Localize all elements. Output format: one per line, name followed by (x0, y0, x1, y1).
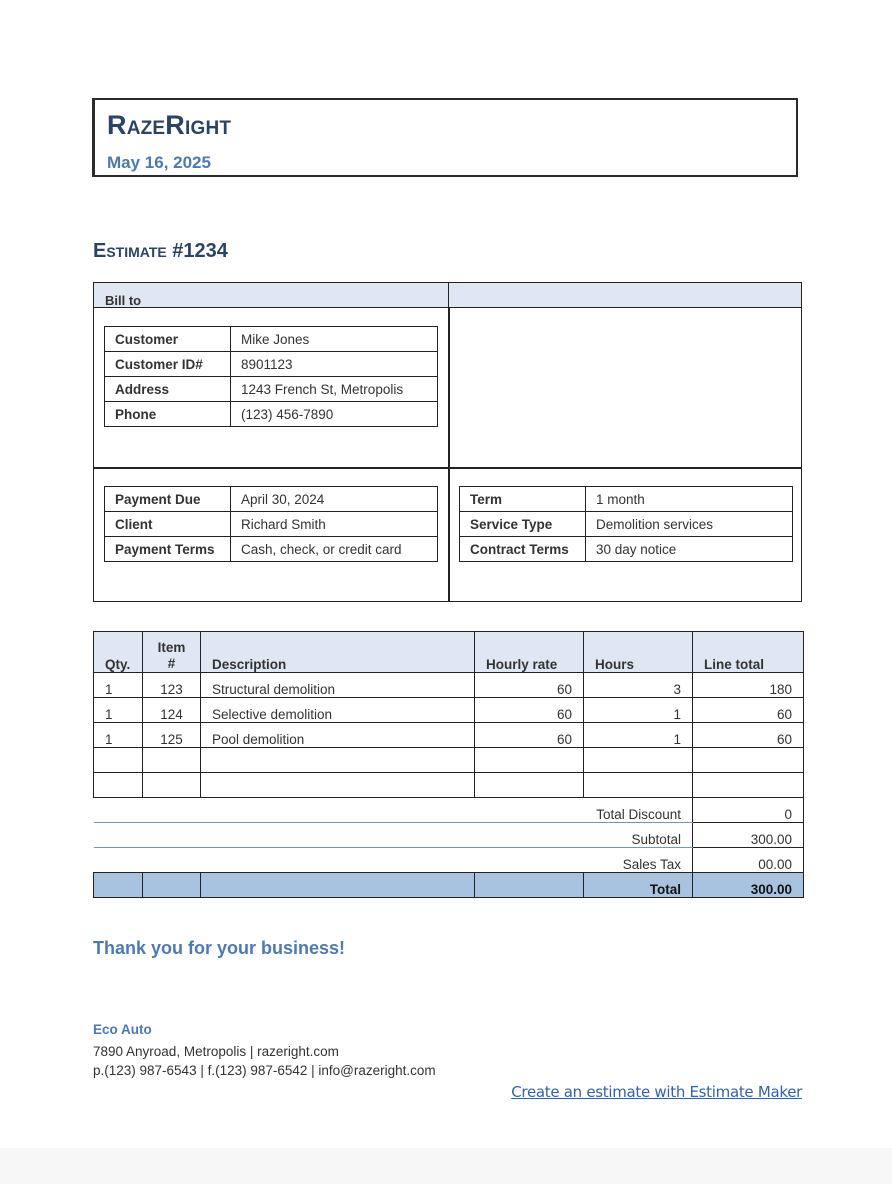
empty-row (94, 773, 804, 798)
description-cell: Selective demolition (201, 698, 475, 723)
header-box (92, 98, 798, 177)
description-cell: Structural demolition (201, 673, 475, 698)
company-name: Eco Auto (93, 1022, 152, 1037)
item-cell: 123 (143, 673, 201, 698)
item-header-line1: Item (157, 640, 186, 655)
bill-to-header-right (449, 283, 801, 308)
customer-id-value: 8901123 (231, 352, 438, 377)
bill-to-label: Bill to (105, 293, 142, 308)
hours-cell: 3 (584, 673, 693, 698)
table-row (460, 512, 793, 537)
term-key: Term (460, 487, 586, 512)
billing-horizontal-divider (94, 467, 801, 469)
item-cell: 125 (143, 723, 201, 748)
service-type-value: Demolition services (586, 512, 793, 537)
discount-value: 0 (693, 798, 804, 823)
table-row (94, 698, 804, 723)
contract-terms-key: Contract Terms (460, 537, 586, 562)
phone-key: Phone (105, 402, 231, 427)
company-address: 7890 Anyroad, Metropolis | razeright.com (93, 1044, 339, 1059)
contract-table (459, 486, 793, 562)
billing-section (93, 282, 802, 602)
subtotal-value: 300.00 (693, 823, 804, 848)
qty-header: Qty. (94, 632, 143, 673)
payment-terms-value: Cash, check, or credit card (231, 537, 438, 562)
table-row (460, 537, 793, 562)
rate-cell: 60 (475, 673, 584, 698)
address-key: Address (105, 377, 231, 402)
total-value: 300.00 (693, 873, 804, 898)
table-row (94, 723, 804, 748)
payment-due-value: April 30, 2024 (231, 487, 438, 512)
sales-tax-label: Sales Tax (622, 857, 681, 872)
line-total-cell: 60 (693, 698, 804, 723)
sales-tax-value: 00.00 (693, 848, 804, 873)
table-row (460, 487, 793, 512)
payment-terms-key: Payment Terms (105, 537, 231, 562)
table-row (105, 487, 438, 512)
line-total-cell: 60 (693, 723, 804, 748)
company-contact: p.(123) 987-6543 | f.(123) 987-6542 | info@razeright.com (93, 1063, 436, 1078)
table-row (105, 537, 438, 562)
subtotal-label: Subtotal (94, 823, 693, 848)
hours-cell: 1 (584, 698, 693, 723)
hours-cell: 1 (584, 723, 693, 748)
line-total-header: Line total (693, 632, 804, 673)
customer-id-key: Customer ID# (105, 352, 231, 377)
contract-terms-value: 30 day notice (586, 537, 793, 562)
customer-value: Mike Jones (231, 327, 438, 352)
total-row (94, 873, 804, 898)
hours-header: Hours (584, 632, 693, 673)
line-items-table (93, 631, 804, 898)
item-header-line2: # (167, 656, 176, 671)
sales-tax-row (94, 848, 804, 873)
client-value: Richard Smith (231, 512, 438, 537)
service-type-key: Service Type (460, 512, 586, 537)
hourly-rate-header: Hourly rate (475, 632, 584, 673)
customer-table (104, 326, 438, 427)
payment-due-key: Payment Due (105, 487, 231, 512)
payment-table (104, 486, 438, 562)
empty-row (94, 748, 804, 773)
subtotal-row (94, 823, 804, 848)
rate-cell: 60 (475, 698, 584, 723)
table-row (105, 352, 438, 377)
qty-cell: 1 (94, 673, 143, 698)
qty-cell: 1 (94, 723, 143, 748)
description-header: Description (201, 632, 475, 673)
line-total-cell: 180 (693, 673, 804, 698)
total-label: Total (584, 873, 693, 898)
table-row (105, 512, 438, 537)
customer-key: Customer (105, 327, 231, 352)
item-number-header (143, 632, 201, 673)
discount-row (94, 798, 804, 823)
estimate-maker-link[interactable]: Create an estimate with Estimate Maker (511, 1083, 802, 1101)
phone-value: (123) 456-7890 (231, 402, 438, 427)
qty-cell: 1 (94, 698, 143, 723)
rate-cell: 60 (475, 723, 584, 748)
term-value: 1 month (586, 487, 793, 512)
brand-logo: RazeRight (107, 110, 232, 140)
client-key: Client (105, 512, 231, 537)
table-row (105, 377, 438, 402)
discount-label: Total Discount (94, 798, 693, 823)
table-header-row (94, 632, 804, 673)
table-row (94, 673, 804, 698)
estimate-date: May 16, 2025 (107, 153, 211, 172)
address-value: 1243 French St, Metropolis (231, 377, 438, 402)
table-row (105, 402, 438, 427)
estimate-title: Estimate #1234 (93, 240, 228, 262)
table-row (105, 327, 438, 352)
bill-to-header (94, 283, 449, 308)
page-bottom-shade (0, 1148, 892, 1184)
item-cell: 124 (143, 698, 201, 723)
thank-you-message: Thank you for your business! (93, 938, 346, 958)
billing-vertical-divider (448, 308, 450, 601)
description-cell: Pool demolition (201, 723, 475, 748)
